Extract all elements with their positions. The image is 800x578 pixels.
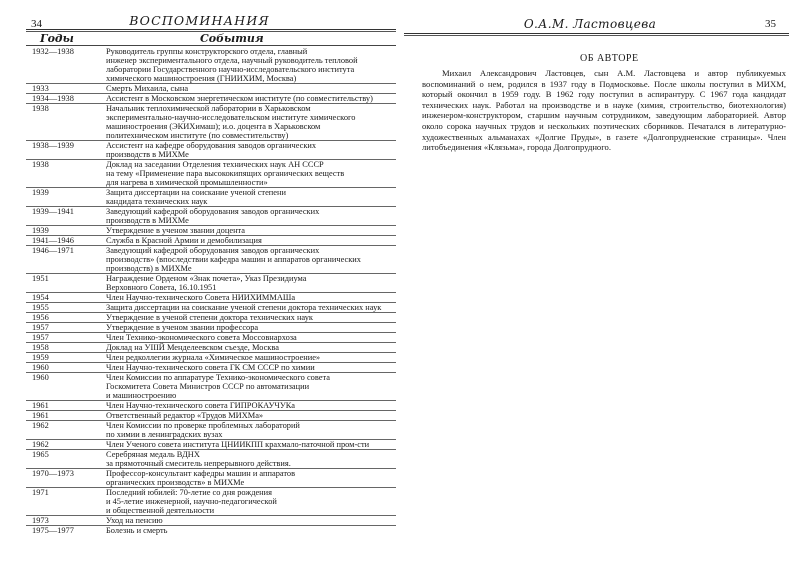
row-year: 1954 (32, 293, 49, 302)
row-event (106, 274, 396, 292)
chronology-row (26, 421, 396, 440)
event-line: Утверждение в ученой степени доктора технических наук (106, 313, 313, 322)
row-year: 1960 (32, 363, 49, 372)
row-event (106, 303, 396, 312)
event-line: Профессор-консультант кафедры машин и аппаратов (106, 469, 296, 478)
event-line: Член Комиссии по проверке проблемных лабораторий (106, 421, 300, 430)
row-event (106, 516, 396, 525)
event-line: Начальник теплохимической лаборатории в Харьковском (106, 104, 311, 113)
row-year: 1934—1938 (32, 94, 74, 103)
event-line: Защита диссертации на соискание ученой степени (106, 188, 286, 197)
event-line: и машиностроению (106, 391, 177, 400)
row-event (106, 440, 396, 449)
row-event (106, 373, 396, 400)
row-event (106, 188, 396, 206)
chronology-row (26, 207, 396, 226)
row-event (106, 313, 396, 322)
column-header-rule (26, 45, 396, 46)
row-event (106, 469, 396, 487)
chronology-row (26, 373, 396, 401)
row-event (106, 104, 396, 140)
chronology-row (26, 246, 396, 274)
event-line: Смерть Михаила, сына (106, 84, 189, 93)
about-author-paragraph: Михаил Александрович Ластовцев, сын А.М. Ластовцева и автор публикуемых воспоминаний о нем, родился в 1937 году в Подмосковье. После школы поступил в МИХМ, который окончил в 1959 году. В 1962 году поступил в аспирантуру. С 1967 года кандидат технических наук. Работал на производстве и в науке (химия, строительство, биотехнология) инженером-конструктором, старшим научным сотрудником, заведующим лабораторией. Автор около сорока научных трудов и нескольких поэтических сборников. Печатался в литературно-художественных альманахах «Долгие Пруды», в газете «Долгопрудненские страницы». Член литобъединения «Клязьма», города Долгопрудного. (422, 68, 786, 153)
row-event (106, 353, 396, 362)
row-year: 1957 (32, 323, 49, 332)
event-line: Серебряная медаль ВДНХ (106, 450, 200, 459)
row-event (106, 401, 396, 410)
chronology-row (26, 450, 396, 469)
right-page (400, 0, 800, 578)
event-line: Уход на пенсию (106, 516, 163, 525)
row-year: 1946—1971 (32, 246, 74, 255)
event-line: Руководитель группы конструкторского отдела, главный (106, 47, 308, 56)
section-title: ОБ АВТОРЕ (580, 53, 639, 64)
chronology-row (26, 333, 396, 343)
event-line: производств» (впоследствии кафедра машин и аппаратов органических (106, 255, 361, 264)
row-year: 1957 (32, 333, 49, 342)
event-line: Утверждение в ученом звании доцента (106, 226, 246, 235)
row-year: 1975—1977 (32, 526, 74, 535)
row-event (106, 488, 396, 515)
event-line: Защита диссертации на соискание ученой степени доктора технических наук (106, 303, 382, 312)
row-year: 1965 (32, 450, 49, 459)
event-line: органических производств» в МИХМе (106, 478, 245, 487)
row-event (106, 323, 396, 332)
left-page-number: 34 (31, 18, 42, 30)
left-running-title: ВОСПОМИНАНИЯ (129, 13, 270, 28)
event-line: по химии в ленинградских вузах (106, 430, 223, 439)
event-line: на тему «Применение пара высококипящих органических веществ (106, 169, 345, 178)
row-event (106, 207, 396, 225)
chronology-row (26, 323, 396, 333)
event-line: Ответственный редактор «Трудов МИХМа» (106, 411, 264, 420)
row-year: 1939—1941 (32, 207, 74, 216)
chronology-row (26, 84, 396, 94)
row-event (106, 160, 396, 187)
event-line: для нагрева в химической промышленности» (106, 178, 268, 187)
chronology-table (26, 47, 396, 535)
header-rule (26, 29, 396, 30)
row-year: 1962 (32, 440, 49, 449)
chronology-row (26, 411, 396, 421)
event-line: Член редколлегии журнала «Химическое машиностроение» (106, 353, 321, 362)
event-line: Награждение Орденом «Знак почета», Указ Президиума (106, 274, 307, 283)
row-year: 1970—1973 (32, 469, 74, 478)
event-line: Верховного Совета, 16.10.1951 (106, 283, 217, 292)
row-year: 1951 (32, 274, 49, 283)
chronology-row (26, 303, 396, 313)
row-year: 1938 (32, 104, 49, 113)
row-event (106, 226, 396, 235)
chronology-row (26, 188, 396, 207)
row-event (106, 421, 396, 439)
chronology-row (26, 343, 396, 353)
event-line: Член Комиссии по аппаратуре Технико-экономического совета (106, 373, 330, 382)
event-line: Последний юбилей: 70-летие со дня рождения (106, 488, 272, 497)
event-line: Доклад на УIIIЙ Менделеевском съезде, Москва (106, 343, 279, 352)
chronology-row (26, 274, 396, 293)
row-event (106, 84, 396, 93)
event-line: Член Научно-технического совета ГК СМ СССР по химии (106, 363, 315, 372)
event-line: Доклад на заседании Отделения технических наук АН СССР (106, 160, 324, 169)
row-year: 1961 (32, 411, 49, 420)
chronology-row (26, 526, 396, 535)
chronology-row (26, 469, 396, 488)
chronology-row (26, 488, 396, 516)
row-year: 1971 (32, 488, 49, 497)
row-event (106, 141, 396, 159)
row-event (106, 343, 396, 352)
row-year: 1956 (32, 313, 49, 322)
row-year: 1959 (32, 353, 49, 362)
chronology-row (26, 363, 396, 373)
chronology-row (26, 313, 396, 323)
right-page-number: 35 (765, 18, 776, 30)
chronology-row (26, 293, 396, 303)
event-line: Госкомитета Совета Министров СССР по автоматизации (106, 382, 310, 391)
event-line: Болезнь и смерть (106, 526, 168, 535)
chronology-row (26, 401, 396, 411)
row-year: 1933 (32, 84, 49, 93)
column-header-events: События (200, 32, 264, 45)
header-rule-double (404, 35, 789, 36)
event-line: Заведующий кафедрой оборудования заводов органических (106, 246, 320, 255)
row-event (106, 450, 396, 468)
row-year: 1941—1946 (32, 236, 74, 245)
chronology-row (26, 141, 396, 160)
row-event (106, 363, 396, 372)
event-line: лаборатории Государственного научно-исследовательского института (106, 65, 355, 74)
row-year: 1938 (32, 160, 49, 169)
row-year: 1939 (32, 188, 49, 197)
event-line: Член Научно-технического Совета НИИХИММАШа (106, 293, 296, 302)
row-event (106, 246, 396, 273)
event-line: машиностроения (ЭКИХимаш); и.о. доцента в Харьковском (106, 122, 321, 131)
event-line: Член Научно-технического совета ГИПРОКАУЧУКа (106, 401, 295, 410)
event-line: химического машиностроения (ГНИИХИМ, Москва) (106, 74, 297, 83)
event-line: политехническом институте (по совместительству) (106, 131, 289, 140)
row-year: 1960 (32, 373, 49, 382)
event-line: Член Технико-экономического совета Моссовнархоза (106, 333, 297, 342)
event-line: Член Ученого совета института ЦНИИКПП крахмало-паточной пром-сти (106, 440, 370, 449)
row-event (106, 411, 396, 420)
event-line: и 45-летие инженерной, научно-педагогической (106, 497, 277, 506)
event-line: Служба в Красной Армии и демобилизация (106, 236, 262, 245)
row-year: 1958 (32, 343, 49, 352)
chronology-row (26, 440, 396, 450)
row-event (106, 236, 396, 245)
event-line: инженер экспериментального отдела, научный руководитель тепловой (106, 56, 358, 65)
right-running-title: О.А.М. Ластовцева (523, 17, 657, 31)
chronology-row (26, 236, 396, 246)
row-year: 1962 (32, 421, 49, 430)
event-line: Ассистент на кафедре оборудования заводов органических (106, 141, 317, 150)
event-line: экспериментально-научно-исследовательском институте химического (106, 113, 356, 122)
event-line: Утверждение в ученом звании профессора (106, 323, 259, 332)
chronology-row (26, 353, 396, 363)
row-event (106, 47, 396, 83)
row-event (106, 94, 396, 103)
header-rule (404, 33, 789, 34)
column-header-years: Годы (40, 32, 74, 45)
chronology-row (26, 226, 396, 236)
row-year: 1938—1939 (32, 141, 74, 150)
event-line: Ассистент в Московском энергетическом институте (по совместительству) (106, 94, 373, 103)
chronology-row (26, 47, 396, 84)
event-line: производств в МИХМе (106, 150, 189, 159)
row-event (106, 333, 396, 342)
chronology-row (26, 516, 396, 526)
event-line: Заведующий кафедрой оборудования заводов органических (106, 207, 320, 216)
chronology-row (26, 160, 396, 188)
event-line: производств в МИХМе (106, 216, 189, 225)
row-year: 1939 (32, 226, 49, 235)
row-year: 1955 (32, 303, 49, 312)
chronology-row (26, 104, 396, 141)
row-event (106, 293, 396, 302)
row-event (106, 526, 396, 535)
row-year: 1932—1938 (32, 47, 74, 56)
event-line: производств) в МИХМе (106, 264, 192, 273)
chronology-row (26, 94, 396, 104)
event-line: кандидата технических наук (106, 197, 208, 206)
row-year: 1973 (32, 516, 49, 525)
row-year: 1961 (32, 401, 49, 410)
event-line: за прямоточный смеситель непрерывного действия. (106, 459, 291, 468)
event-line: и общественной деятельности (106, 506, 215, 515)
